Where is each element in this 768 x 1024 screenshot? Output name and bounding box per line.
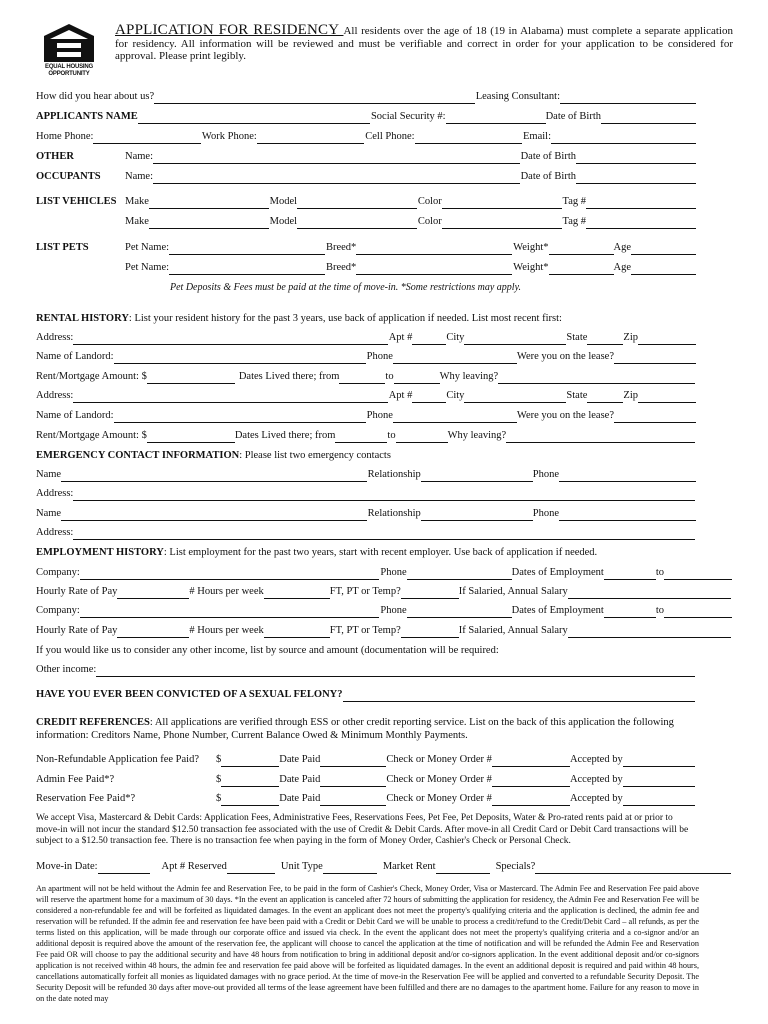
label-cell-phone: Cell Phone:: [365, 131, 415, 142]
label-ssn: Social Security #:: [370, 111, 446, 122]
reservation-fee-accepted-field[interactable]: [623, 794, 695, 806]
move-in-date-field[interactable]: [98, 862, 150, 874]
label-weight: Weight*: [513, 242, 549, 253]
unit-type-field[interactable]: [323, 862, 377, 874]
cell-phone-field[interactable]: [415, 132, 522, 144]
admin-fee-amount-field[interactable]: [221, 775, 279, 787]
label-address: Address:: [36, 488, 74, 499]
rental-2-zip-field[interactable]: [638, 391, 696, 403]
admin-fee-date-field[interactable]: [320, 775, 386, 787]
admin-fee-accepted-field[interactable]: [623, 775, 695, 787]
label-move-in-date: Move-in Date:: [36, 861, 98, 872]
hear-field[interactable]: [154, 92, 475, 104]
rental-history-instructions: : List your resident history for the past 3 years, use back of application if needed. List most recent first:: [128, 313, 562, 324]
reservation-fee-amount-field[interactable]: [221, 794, 279, 806]
label-hours-week: # Hours per week: [189, 586, 264, 597]
emergency-1-relationship-field[interactable]: [421, 470, 533, 482]
rental-1-rent-field[interactable]: [147, 372, 235, 384]
label-to: to: [387, 430, 396, 441]
row-occupant-1: [36, 150, 696, 164]
employer-1-phone-field[interactable]: [407, 568, 512, 580]
rental-1-on-lease-field[interactable]: [614, 352, 696, 364]
row-nonrefundable-fee: [36, 753, 696, 767]
label-market-rent: Market Rent: [382, 861, 436, 872]
pet-1-age-field[interactable]: [631, 243, 696, 255]
label-relationship: Relationship: [367, 508, 421, 519]
label-phone: Phone: [532, 469, 559, 480]
ssn-field[interactable]: [446, 112, 546, 124]
label-tag: Tag #: [562, 216, 586, 227]
admin-fee-check-field[interactable]: [492, 775, 570, 787]
label-color: Color: [417, 196, 442, 207]
pet-2-breed-field[interactable]: [356, 263, 512, 275]
row-emergency-2-address: [36, 526, 696, 540]
label-hourly-rate: Hourly Rate of Pay: [36, 625, 118, 636]
row-phones: [36, 130, 696, 144]
label-employment: EMPLOYMENT HISTORY: [36, 547, 164, 558]
rental-2-phone-field[interactable]: [393, 411, 517, 423]
label-accepted-by: Accepted by: [569, 793, 623, 804]
label-nonrefundable-fee: Non-Refundable Application fee Paid?: [36, 754, 199, 765]
employer-2-hours-field[interactable]: [264, 626, 330, 638]
occupant-2-dob-field[interactable]: [576, 172, 696, 184]
row-pet-2: [36, 261, 696, 275]
employer-1-rate-field[interactable]: [117, 587, 189, 599]
label-dates-employment: Dates of Employment: [511, 605, 604, 616]
label-weight: Weight*: [513, 262, 549, 273]
label-hear: How did you hear about us?: [36, 91, 155, 102]
label-phone: Phone: [366, 351, 393, 362]
vehicle-2-tag-field[interactable]: [586, 217, 696, 229]
label-other-income: Other income:: [36, 664, 97, 675]
label-phone: Phone: [366, 410, 393, 421]
dob-field[interactable]: [601, 112, 696, 124]
label-dollar: $: [216, 774, 222, 785]
employer-1-salary-field[interactable]: [568, 587, 731, 599]
label-occupants: OCCUPANTS: [36, 171, 101, 182]
row-other-income: [36, 663, 696, 677]
row-applicant: [36, 110, 696, 124]
row-vehicle-1: [36, 195, 696, 209]
row-emergency-2-name: [36, 507, 696, 521]
label-color: Color: [417, 216, 442, 227]
label-age: Age: [613, 242, 631, 253]
rental-1-why-leaving-field[interactable]: [498, 372, 695, 384]
label-specials: Specials?: [495, 861, 536, 872]
label-admin-fee: Admin Fee Paid*?: [36, 774, 115, 785]
credit-references-text: : All applications are verified through ESS or other credit reporting service. List on the back of this application the following information: Creditors Name, Phone Number, Current Balance Owed & Minimum Monthly Payments.: [36, 717, 674, 741]
felony-answer-field[interactable]: [343, 690, 696, 702]
employer-2-salary-field[interactable]: [568, 626, 731, 638]
applicant-name-field[interactable]: [138, 112, 370, 124]
row-occupant-2: [36, 170, 696, 184]
credit-references: [36, 716, 699, 742]
label-address: Address:: [36, 527, 74, 538]
label-felony: HAVE YOU EVER BEEN CONVICTED OF A SEXUAL FELONY?: [36, 689, 343, 700]
label-phone: Phone: [532, 508, 559, 519]
label-age: Age: [613, 262, 631, 273]
label-check-mo: Check or Money Order #: [386, 774, 492, 785]
label-hourly-rate: Hourly Rate of Pay: [36, 586, 118, 597]
label-relationship: Relationship: [367, 469, 421, 480]
label-salaried: If Salaried, Annual Salary: [458, 586, 568, 597]
label-home-phone: Home Phone:: [36, 131, 94, 142]
rental-1-city-field[interactable]: [464, 333, 566, 345]
row-employer-2: [36, 604, 732, 618]
vehicle-1-tag-field[interactable]: [586, 197, 696, 209]
emergency-1-address-field[interactable]: [73, 489, 695, 501]
label-dollar: $: [216, 793, 222, 804]
label-date-paid: Date Paid: [279, 774, 321, 785]
label-leasing: Leasing Consultant:: [475, 91, 560, 102]
label-zip: Zip: [623, 390, 638, 401]
nonref-fee-date-field[interactable]: [320, 755, 386, 767]
logo-line-1: EQUAL HOUSING: [45, 64, 93, 70]
rental-1-apt-field[interactable]: [412, 333, 446, 345]
row-felony: [36, 688, 696, 702]
label-credit-references: CREDIT REFERENCES: [36, 717, 150, 728]
row-hear: [36, 90, 696, 104]
row-move-in: [36, 860, 732, 874]
label-tag: Tag #: [562, 196, 586, 207]
reservation-fee-check-field[interactable]: [492, 794, 570, 806]
label-list-pets: LIST PETS: [36, 242, 89, 253]
employment-instructions: : List employment for the past two years, start with recent employer. Use back of application if needed.: [163, 547, 598, 558]
label-email: Email:: [523, 131, 552, 142]
pet-2-age-field[interactable]: [631, 263, 696, 275]
row-employer-1-pay: [36, 585, 732, 599]
occupant-2-name-field[interactable]: [153, 172, 520, 184]
label-on-lease: Were you on the lease?: [516, 351, 614, 362]
label-pet-name: Pet Name:: [125, 262, 170, 273]
label-dollar: $: [216, 754, 222, 765]
employment-heading: [36, 546, 696, 560]
work-phone-field[interactable]: [257, 132, 364, 144]
leasing-consultant-field[interactable]: [560, 92, 696, 104]
email-field[interactable]: [551, 132, 696, 144]
label-breed: Breed*: [325, 262, 357, 273]
row-pet-1: [36, 241, 696, 255]
label-dob: Date of Birth: [520, 171, 576, 182]
label-accepted-by: Accepted by: [569, 754, 623, 765]
label-emergency: EMERGENCY CONTACT INFORMATION: [36, 450, 240, 461]
row-rental-2-address: [36, 389, 696, 403]
label-work-phone: Work Phone:: [201, 131, 257, 142]
label-applicants-name: APPLICANTS NAME: [36, 111, 138, 122]
label-name: Name: [36, 469, 62, 480]
vehicle-1-model-field[interactable]: [297, 197, 417, 209]
rental-2-state-field[interactable]: [587, 391, 623, 403]
label-to: to: [385, 371, 394, 382]
label-check-mo: Check or Money Order #: [386, 793, 492, 804]
label-landlord: Name of Landord:: [36, 410, 114, 421]
equal-housing-house-icon: [40, 22, 98, 64]
label-breed: Breed*: [325, 242, 357, 253]
occupant-1-name-field[interactable]: [153, 152, 520, 164]
employer-2-from-field[interactable]: [604, 606, 656, 618]
reservation-fee-date-field[interactable]: [320, 794, 386, 806]
pet-1-name-field[interactable]: [169, 243, 325, 255]
employer-1-ft-pt-field[interactable]: [401, 587, 459, 599]
rental-1-to-field[interactable]: [394, 372, 440, 384]
label-make: Make: [125, 196, 149, 207]
rental-history-heading: [36, 312, 696, 326]
label-rent-amount: Rent/Mortgage Amount: $: [36, 371, 147, 382]
employer-1-hours-field[interactable]: [264, 587, 330, 599]
label-dates-lived: Dates Lived there; from: [238, 371, 340, 382]
label-date-paid: Date Paid: [279, 793, 321, 804]
row-emergency-1-name: [36, 468, 696, 482]
label-state: State: [566, 390, 588, 401]
label-apt: Apt #: [388, 390, 413, 401]
label-rent-amount: Rent/Mortgage Amount: $: [36, 430, 147, 441]
legal-terms: An apartment will not be held without the Admin fee and Reservation Fee, to be paid in the form of Cashier's Check, Money Order, Visa or Mastercard. The Admin Fee and Reservation Fee paid above will reserve the apartment home for a maximum of 30 days. *In the event an application is canceled after 72 hours of submitting the application for residency, the Admin Fee and Reservation Fee will be considered a non-refundable fee and will be forfeited as liquidated damages. In the event an applicant does not meet the property's qualifying criteria and the application is declined, the admin fee and reservation will be refunded. If the admin fee and reservation fee have been paid with a Credit or Debit Card we will be unable to process a credit/refund to the Credit/Debit Card – all refunds, as per the terms listed on this application, will be made through our corporate office and issued via check. In the event the applicant does not meet the property's qualifying criteria and a co-signor and/or an additional deposit is required above the amount of the reservation fee, the applicant will choose to cancel the application at the time of notification and will be refunded the Admin Fee and Reservation Fee paid OR will choose to pay the additional security and have 48 hours from notification to bring in additional deposit and/or co-signors application. In the event additional deposit and/or co-signors application is not received within 48 hours, the admin fee and reservation fee paid above will be forfeited as liquidated damages. In the event an additional deposit is required and paid within 48 hours, cancellations automatically forfeit all monies as liquidated damages with no grace period. At the time of move-in the Reservation Fee will be applied and converted to a refundable Security Deposit. The Security Deposit will be refunded 30 days after move-out provided all terms of the lease agreement have been fulfilled and there are no damages to the apartment home. Failure for any reason to move in on the date noted may: [36, 884, 699, 1003]
label-model: Model: [269, 196, 298, 207]
payments-notice: We accept Visa, Mastercard & Debit Cards: Application Fees, Administrative Fees, Reservations Fees, Pet Fee, Pet Deposits, Water & Pro-rated rents paid at or prior to move-in will not incur the standard $12.50 transaction fee associated with the use of Credit & Debit Cards. After move-in all Credit Card or Debit Card transactions will be subject to a $12.50 transaction fee. There is no transaction fee when paying in the form of Money Order, Cashier's Check or Personal Check.: [36, 813, 689, 846]
pet-1-breed-field[interactable]: [356, 243, 512, 255]
employer-2-to-field[interactable]: [664, 606, 732, 618]
rental-2-address-field[interactable]: [73, 391, 387, 403]
emergency-2-address-field[interactable]: [73, 528, 695, 540]
rental-1-zip-field[interactable]: [638, 333, 696, 345]
employer-2-ft-pt-field[interactable]: [401, 626, 459, 638]
label-dates-employment: Dates of Employment: [511, 567, 604, 578]
nonref-fee-check-field[interactable]: [492, 755, 570, 767]
pet-2-name-field[interactable]: [169, 263, 325, 275]
label-dob: Date of Birth: [520, 151, 576, 162]
label-check-mo: Check or Money Order #: [386, 754, 492, 765]
equal-housing-logo: [40, 22, 98, 78]
row-employer-1: [36, 566, 732, 580]
row-rental-1-rent: [36, 370, 696, 384]
label-company: Company:: [36, 567, 80, 578]
pet-1-weight-field[interactable]: [549, 243, 614, 255]
rental-2-apt-field[interactable]: [412, 391, 446, 403]
nonref-fee-accepted-field[interactable]: [623, 755, 695, 767]
row-vehicle-2: [36, 215, 696, 229]
rental-1-address-field[interactable]: [73, 333, 387, 345]
intro-text: All residents over the age of 18 (19 in Alabama) must complete a separate application for residency. All information will be reviewed and must be verifiable and correct in order for your application to be considered for approval. Please print legibly.: [115, 25, 733, 62]
label-to: to: [655, 567, 664, 578]
home-phone-field[interactable]: [93, 132, 200, 144]
label-state: State: [566, 332, 588, 343]
rental-2-why-leaving-field[interactable]: [506, 431, 695, 443]
pet-2-weight-field[interactable]: [549, 263, 614, 275]
rental-2-on-lease-field[interactable]: [614, 411, 696, 423]
label-model: Model: [269, 216, 298, 227]
rental-2-from-field[interactable]: [335, 431, 387, 443]
row-rental-2-landlord: [36, 409, 696, 423]
label-dob: Date of Birth: [545, 111, 601, 122]
occupant-1-dob-field[interactable]: [576, 152, 696, 164]
rental-2-landlord-field[interactable]: [114, 411, 366, 423]
emergency-2-relationship-field[interactable]: [421, 509, 533, 521]
label-to: to: [655, 605, 664, 616]
label-rental-history: RENTAL HISTORY: [36, 313, 129, 324]
market-rent-field[interactable]: [436, 862, 490, 874]
label-company: Company:: [36, 605, 80, 616]
emergency-heading: [36, 449, 696, 463]
label-why-leaving: Why leaving?: [447, 430, 507, 441]
rental-2-to-field[interactable]: [396, 431, 448, 443]
label-reservation-fee: Reservation Fee Paid*?: [36, 793, 136, 804]
label-name: Name:: [125, 171, 153, 182]
row-emergency-1-address: [36, 487, 696, 501]
intro: [115, 24, 733, 63]
label-date-paid: Date Paid: [279, 754, 321, 765]
label-other: OTHER: [36, 151, 74, 162]
emergency-2-phone-field[interactable]: [559, 509, 696, 521]
specials-field[interactable]: [535, 862, 731, 874]
row-rental-1-address: [36, 331, 696, 345]
label-on-lease: Were you on the lease?: [516, 410, 614, 421]
employer-1-from-field[interactable]: [604, 568, 656, 580]
emergency-1-name-field[interactable]: [61, 470, 367, 482]
row-employer-2-pay: [36, 624, 732, 638]
row-reservation-fee: [36, 792, 696, 806]
label-ft-pt: FT, PT or Temp?: [329, 625, 401, 636]
vehicle-2-model-field[interactable]: [297, 217, 417, 229]
label-pet-name: Pet Name:: [125, 242, 170, 253]
label-apt: Apt #: [388, 332, 413, 343]
label-hours-week: # Hours per week: [189, 625, 264, 636]
rental-1-from-field[interactable]: [339, 372, 385, 384]
label-address: Address:: [36, 390, 74, 401]
rental-2-city-field[interactable]: [464, 391, 566, 403]
logo-line-2: OPPORTUNITY: [48, 71, 90, 77]
pet-note: Pet Deposits & Fees must be paid at the time of move-in. *Some restrictions may apply.: [170, 282, 521, 293]
rental-1-landlord-field[interactable]: [114, 352, 366, 364]
rental-1-phone-field[interactable]: [393, 352, 517, 364]
label-accepted-by: Accepted by: [569, 774, 623, 785]
label-name: Name:: [125, 151, 153, 162]
label-city: City: [446, 332, 465, 343]
vehicle-1-color-field[interactable]: [442, 197, 562, 209]
label-phone: Phone: [380, 567, 407, 578]
row-rental-1-landlord: [36, 350, 696, 364]
emergency-1-phone-field[interactable]: [559, 470, 696, 482]
vehicle-2-color-field[interactable]: [442, 217, 562, 229]
row-other-income-question: [36, 644, 696, 658]
form-title: APPLICATION FOR RESIDENCY: [115, 22, 344, 38]
label-list-vehicles: LIST VEHICLES: [36, 196, 117, 207]
other-income-question: If you would like us to consider any other income, list by source and amount (documentation will be required:: [36, 645, 499, 656]
label-unit-type: Unit Type: [280, 861, 323, 872]
employer-1-company-field[interactable]: [80, 568, 380, 580]
row-admin-fee: [36, 773, 696, 787]
rental-1-state-field[interactable]: [587, 333, 623, 345]
label-make: Make: [125, 216, 149, 227]
employer-2-rate-field[interactable]: [117, 626, 189, 638]
label-name: Name: [36, 508, 62, 519]
label-city: City: [446, 390, 465, 401]
row-rental-2-rent: [36, 429, 696, 443]
vehicle-2-make-field[interactable]: [149, 217, 269, 229]
employer-2-company-field[interactable]: [80, 606, 380, 618]
nonref-fee-amount-field[interactable]: [221, 755, 279, 767]
employer-2-phone-field[interactable]: [407, 606, 512, 618]
rental-2-rent-field[interactable]: [147, 431, 235, 443]
other-income-field[interactable]: [96, 665, 695, 677]
employer-1-to-field[interactable]: [664, 568, 732, 580]
emergency-instructions: : Please list two emergency contacts: [239, 450, 391, 461]
label-zip: Zip: [623, 332, 638, 343]
label-ft-pt: FT, PT or Temp?: [329, 586, 401, 597]
label-dates-lived: Dates Lived there; from: [234, 430, 336, 441]
label-apt-reserved: Apt # Reserved: [161, 861, 227, 872]
label-why-leaving: Why leaving?: [439, 371, 499, 382]
vehicle-1-make-field[interactable]: [149, 197, 269, 209]
apt-reserved-field[interactable]: [227, 862, 275, 874]
label-phone: Phone: [380, 605, 407, 616]
emergency-2-name-field[interactable]: [61, 509, 367, 521]
label-landlord: Name of Landord:: [36, 351, 114, 362]
label-address: Address:: [36, 332, 74, 343]
label-salaried: If Salaried, Annual Salary: [458, 625, 568, 636]
